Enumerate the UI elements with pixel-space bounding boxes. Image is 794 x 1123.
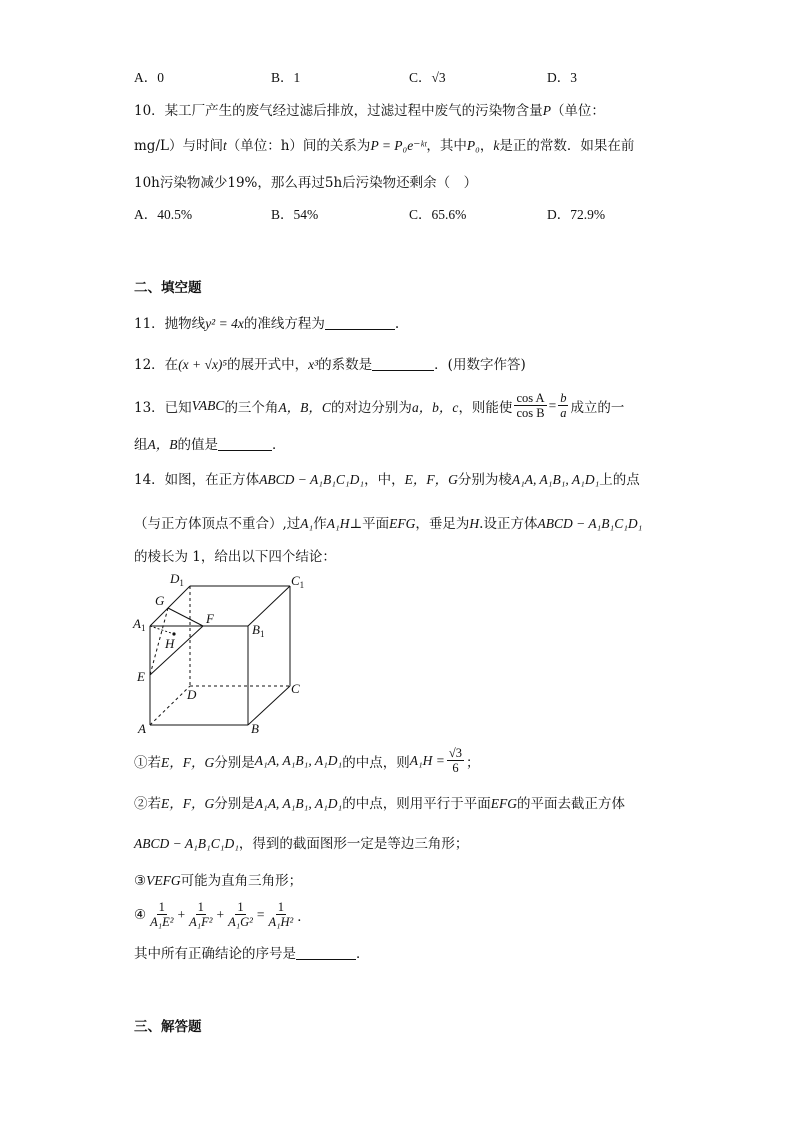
q9-option-c: C．√3 xyxy=(409,70,446,85)
cube-figure xyxy=(128,568,318,738)
segment-a1-h xyxy=(150,626,174,634)
q14-conclusion-2-line1: ②若E，F，G分别是A₁A, A₁B₁, A₁D₁的中点，则用平行于平面EFG的平面去截正方体 xyxy=(134,796,625,812)
q10-option-a: A．40.5% xyxy=(134,207,193,222)
q12: 12．在(x + √x)⁵的展开式中，x³的系数是 ．(用数字作答) xyxy=(134,357,526,373)
q13-answer-blank[interactable] xyxy=(218,437,272,451)
segment-e-f xyxy=(150,626,203,675)
q10-formula: P = P₀e⁻ᵏᵗ xyxy=(370,138,427,153)
q14-line2: （与正方体顶点不重合）,过A₁作A₁H⊥平面EFG，垂足为H.设正方体ABCD − A₁B₁C₁D₁ xyxy=(134,516,643,532)
q10-option-c: C．65.6% xyxy=(409,207,467,222)
q14-conclusion-1: ①若 E，F，G 分别是 A₁A, A₁B₁, A₁D₁ 的中点，则 A₁H = $\frac{√3}{6}$ ； xyxy=(134,746,480,775)
q9-option-d: D．3 xyxy=(547,70,577,85)
q9-option-b: B．1 xyxy=(271,70,301,85)
q10-line3: 10h污染物减少19%，那么再过5h后污染物还剩余（ ） xyxy=(134,175,478,191)
q14-c4-frac-h: $\frac{1}{\text{A₁H²}}$ xyxy=(268,900,294,929)
q9-option-a: A．0 xyxy=(134,70,164,85)
q14-answer-blank[interactable] xyxy=(296,946,356,960)
q10-line2: mg/L）与时间t（单位：h）间的关系为P = P₀e⁻ᵏᵗ，其中P₀，k是正的常数．如果在前 xyxy=(134,138,635,154)
q14-final: 其中所有正确结论的序号是 ． xyxy=(134,946,370,962)
svg-text:A1: $A_1$ xyxy=(133,616,146,633)
q10-option-d: D．72.9% xyxy=(547,207,606,222)
segment-g-f xyxy=(168,608,203,626)
q14-c4-frac-e: $\frac{1}{\text{A₁E²}}$ xyxy=(150,900,174,929)
svg-text:B1: $B_1$ xyxy=(252,622,265,639)
svg-text:D: D xyxy=(187,687,197,702)
svg-text:D1: $D_1$ xyxy=(170,571,184,588)
svg-text:F: F xyxy=(206,611,214,626)
q13-cos-fraction: $\frac{\text{cos A}}{\text{cos B}}$ xyxy=(516,391,545,420)
q14-conclusion-4: ④ $\frac{1}{\text{A₁E²}}$ + $\frac{1}{\text{A₁F²}}$ + $\frac{1}{\text{A₁G²}}$ = $\frac{1}{\text{A₁H²}}$ ． xyxy=(134,900,311,929)
edge-b-c xyxy=(248,686,290,725)
q14-conclusion-3: ③VEFG可能为直角三角形； xyxy=(134,873,303,889)
q13-ratio-fraction: $\frac{b}{a}$ xyxy=(560,391,567,420)
q12-answer-blank[interactable] xyxy=(372,357,434,371)
q14-c1-fraction: $\frac{√3}{6}$ xyxy=(448,746,463,775)
q11-answer-blank[interactable] xyxy=(325,316,395,330)
q14-conclusion-2-line2: ABCD − A₁B₁C₁D₁，得到的截面图形一定是等边三角形； xyxy=(134,836,469,852)
q11: 11．抛物线y² = 4x的准线方程为 . xyxy=(134,316,400,332)
svg-text:C1: $C_1$ xyxy=(291,573,305,590)
q14-line1: 14．如图，在正方体ABCD − A₁B₁C₁D₁，中，E，F，G分别为棱A₁A, A₁B₁, A₁D₁上的点 xyxy=(134,472,640,488)
q10-line1: 10．某工厂产生的废气经过滤后排放，过滤过程中废气的污染物含量P（单位： xyxy=(134,103,605,119)
section-heading-fill-blank: 二、填空题 xyxy=(134,280,202,296)
svg-text:E: E xyxy=(137,669,145,684)
q14-c4-frac-f: $\frac{1}{\text{A₁F²}}$ xyxy=(189,900,213,929)
section-heading-solutions: 三、解答题 xyxy=(134,1019,202,1035)
q10-option-b: B．54% xyxy=(271,207,319,222)
q14-line3: 的棱长为 1，给出以下四个结论： xyxy=(134,549,336,565)
svg-text:G: G xyxy=(155,593,165,608)
q13-line2: 组A，B的值是 ． xyxy=(134,437,286,453)
svg-text:C: C xyxy=(291,681,300,696)
svg-text:A: A xyxy=(138,721,146,736)
edge-b1-c1 xyxy=(248,586,290,626)
q9-option-c-value: √3 xyxy=(431,70,446,85)
edge-a-d xyxy=(150,686,190,725)
q14-c4-frac-g: $\frac{1}{\text{A₁G²}}$ xyxy=(228,900,253,929)
q13-line1: 13．已知 VABC 的三个角 A，B，C 的对边分别为 a，b，c ，则能使 $\frac{\text{cos A}}{\text{cos B}}$ = $\frac{b}{a}$ 成立的一 xyxy=(134,391,625,420)
svg-text:H: H xyxy=(165,636,175,651)
svg-text:B: B xyxy=(251,721,259,736)
